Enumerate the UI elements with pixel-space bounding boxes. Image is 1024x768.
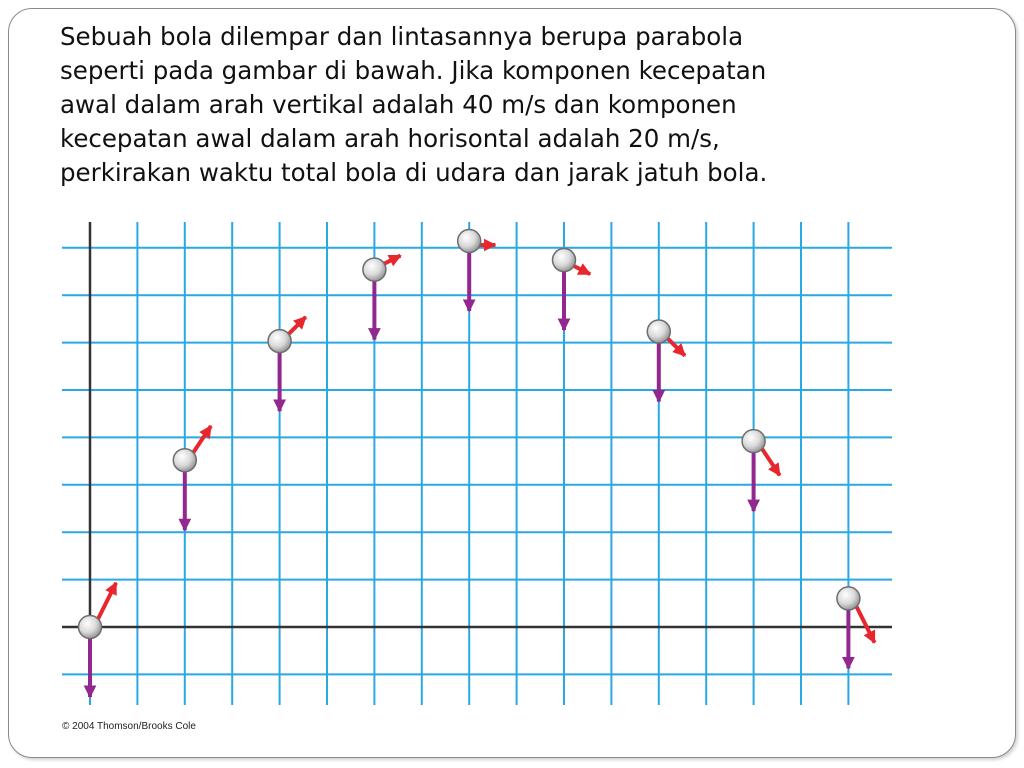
velocity-arrow — [96, 583, 116, 623]
ball — [268, 330, 291, 353]
axes — [62, 222, 892, 627]
velocity-arrow — [191, 426, 211, 456]
ball — [173, 449, 196, 472]
question-line-2: seperti pada gambar di bawah. Jika komponen kecepatan — [60, 56, 767, 85]
ball — [742, 430, 765, 453]
ball — [647, 320, 670, 343]
ball — [363, 258, 386, 281]
ball — [458, 230, 481, 253]
question-line-5: perkirakan waktu total bola di udara dan jarak jatuh bola. — [60, 158, 768, 187]
copyright-text: © 2004 Thomson/Brooks Cole — [62, 721, 196, 732]
question-line-3: awal dalam arah vertikal adalah 40 m/s dan komponen — [60, 90, 737, 119]
question-line-4: kecepatan awal dalam arah horisontal adalah 20 m/s, — [60, 124, 720, 153]
ball — [837, 587, 860, 610]
question-line-1: Sebuah bola dilempar dan lintasannya berupa parabola — [60, 22, 744, 51]
velocity-arrow — [760, 445, 780, 475]
ball — [553, 249, 576, 272]
velocity-arrow — [854, 602, 874, 642]
ball — [79, 616, 102, 639]
